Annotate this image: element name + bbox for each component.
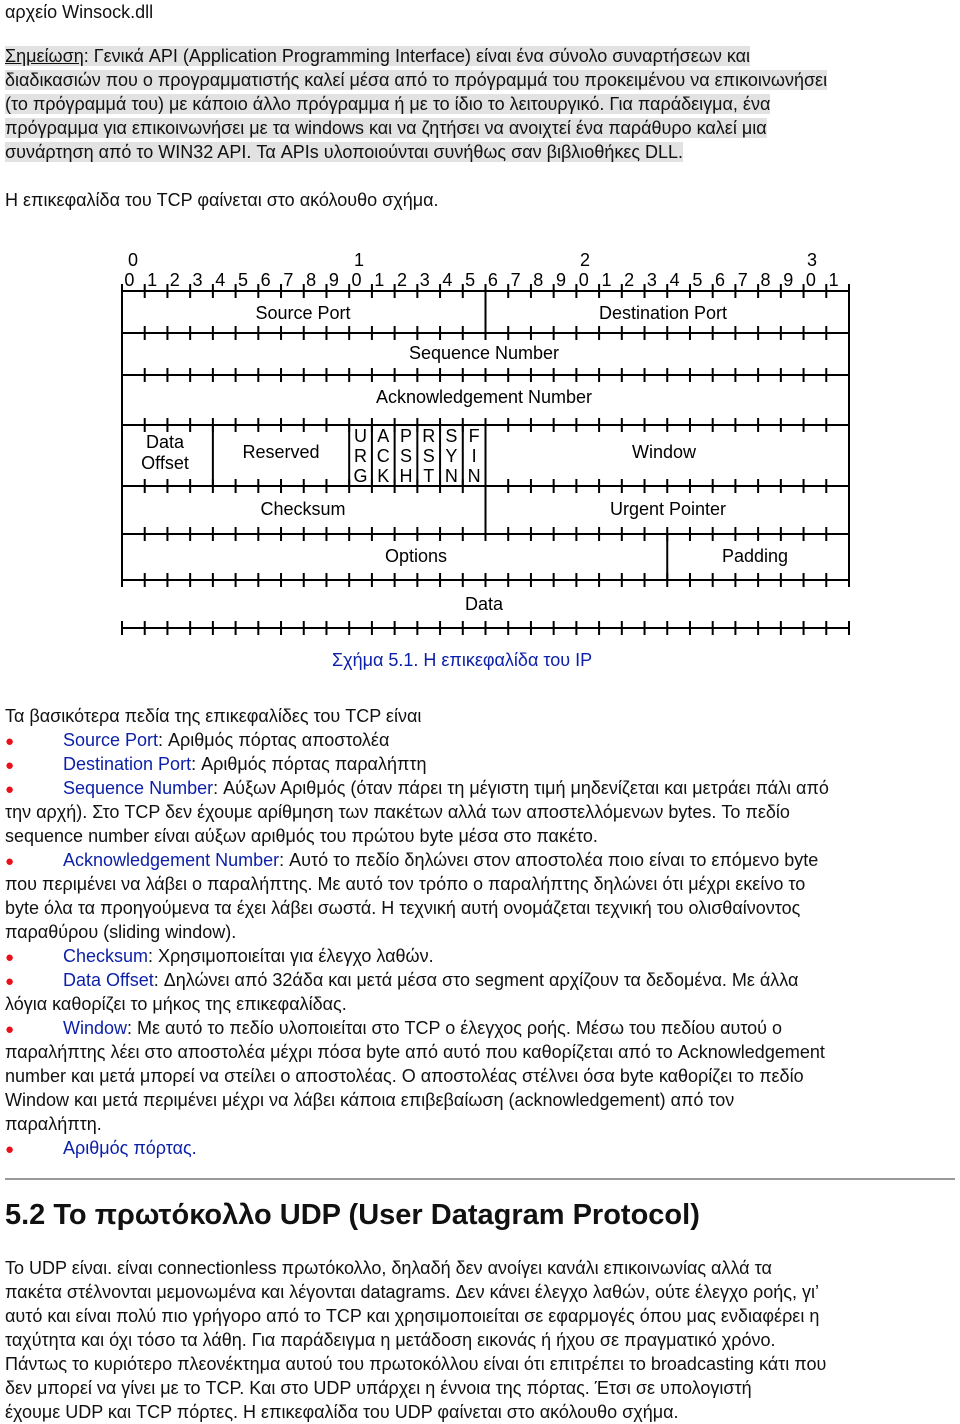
flag-letter: Y — [445, 446, 458, 466]
note-text-2: διαδικασιών που ο προγραμματιστής καλεί μέσα από το πρόγραμμά του προκειμένου να επικοινωνήσει — [5, 70, 828, 90]
flag-letter: A — [377, 426, 390, 446]
term-ack: Acknowledgement Number — [63, 850, 280, 870]
bit-unit-label: 2 — [624, 270, 635, 290]
bullet-dot-icon: ● — [5, 781, 15, 798]
bit-unit-label: 4 — [215, 270, 226, 290]
field-source-port: Source Port — [255, 303, 351, 323]
note-line-3 — [5, 92, 770, 116]
ack-cont-1: που περιμένει να λάβει ο παραλήπτης. Με αυτό τον τρόπο ο παραλήπτης δηλώνει ότι μέχρι εκείνο το — [5, 874, 806, 894]
bullet-dot-icon: ● — [5, 853, 15, 870]
bit-unit-label: 7 — [510, 270, 521, 290]
field-padding: Padding — [721, 546, 789, 566]
figure-caption: Σχήμα 5.1. Η επικεφαλίδα του IP — [332, 650, 593, 670]
desc-ack: : Αυτό το πεδίο δηλώνει στον αποστολέα ποιο είναι το επόμενο byte — [279, 850, 819, 870]
flag-letter: N — [467, 466, 481, 486]
bit-unit-label: 5 — [237, 270, 248, 290]
udp-line-1: Το UDP είναι. είναι connectionless πρωτόκολλο, δηλαδή δεν ανοίγει κανάλι επικοινωνίας αλλά τα — [5, 1258, 772, 1278]
header-line: αρχείο Winsock.dll — [5, 2, 154, 22]
term-data-offset: Data Offset — [63, 970, 154, 990]
note-text-3: (το πρόγραμμά του) με κάποιο άλλο πρόγραμμα ή με το ίδιο το λειτουργικό. Για παράδειγμα, ένα — [5, 94, 771, 114]
bit-unit-label: 1 — [601, 270, 612, 290]
field-acknowledgement-number: Acknowledgement Number — [375, 387, 593, 407]
udp-line-7: έχουμε UDP και TCP πόρτες. Η επικεφαλίδα του UDP φαίνεται στο ακόλουθο σχήμα. — [5, 1402, 679, 1422]
bullet-data-offset — [5, 968, 798, 994]
bit-unit-label: 6 — [715, 270, 726, 290]
bit-unit-label: 9 — [783, 270, 794, 290]
bit-unit-label: 0 — [578, 270, 589, 290]
field-destination-port: Destination Port — [598, 303, 728, 323]
bullet-dot-icon: ● — [5, 973, 15, 990]
flag-letter: T — [423, 466, 435, 486]
note-line-2 — [5, 68, 827, 92]
term-sequence: Sequence Number — [63, 778, 214, 798]
note-text-4: πρόγραμμα για επικοινωνήσει με τα windows και να ζητήσει να ανοιχτεί ένα παράθυρο καλεί μια — [5, 118, 767, 138]
flag-letter: I — [471, 446, 477, 466]
field-urgent-pointer: Urgent Pointer — [609, 499, 727, 519]
term-source-port: Source Port — [63, 730, 159, 750]
bit-unit-label: 6 — [260, 270, 271, 290]
field-sequence-number: Sequence Number — [408, 343, 560, 363]
note-text-5: συνάρτηση από το WIN32 API. Τα APIs υλοποιούνται συνήθως σαν βιβλιοθήκες DLL. — [5, 142, 684, 162]
bit-unit-label: 8 — [760, 270, 771, 290]
bit-unit-label: 1 — [374, 270, 385, 290]
udp-line-3: αυτό και είναι πολύ πιο γρήγορο από το TCP και χρησιμοποιείται σε εφαρμογές όπου μας ενδιαφέρει η — [5, 1306, 820, 1326]
bit-unit-label: 4 — [669, 270, 680, 290]
window-cont-2: number και μετά μπορεί να στείλει ο αποστολέας. Ο αποστολέας στέλνει όσα byte καθορίζει το πεδίο — [5, 1066, 804, 1086]
bit-unit-label: 0 — [351, 270, 362, 290]
term-port-number: Αριθμός πόρτας. — [63, 1138, 197, 1158]
bit-unit-label: 7 — [737, 270, 748, 290]
bit-tens-1: 1 — [353, 250, 365, 270]
field-checksum: Checksum — [260, 499, 346, 519]
field-data: Data — [464, 594, 504, 614]
bullet-source-port — [5, 728, 389, 754]
bullet-port-number — [5, 1136, 197, 1162]
bit-unit-label: 4 — [442, 270, 453, 290]
field-data-offset-line2: Offset — [141, 453, 189, 473]
window-cont-4: παραλήπτη. — [5, 1114, 102, 1134]
flag-letter: S — [399, 446, 412, 466]
flag-letter: K — [377, 466, 390, 486]
bit-unit-label: 6 — [487, 270, 498, 290]
term-checksum: Checksum — [63, 946, 149, 966]
bullet-dot-icon: ● — [5, 757, 15, 774]
flag-letter: P — [399, 426, 412, 446]
field-window: Window — [631, 442, 697, 462]
bit-unit-label: 1 — [147, 270, 158, 290]
bit-unit-label: 5 — [692, 270, 703, 290]
section-heading: 5.2 Το πρωτόκολλο UDP (User Datagram Protocol) — [5, 1199, 700, 1231]
udp-line-2: πακέτα στέλνονται μεμονωμένα και λέγονται datagrams. Δεν κάνει έλεγχο λαθών, ούτε έλεγχο ροής, γι’ — [5, 1282, 819, 1302]
desc-data-offset: : Δηλώνει από 32άδα και μετά μέσα στο segment αρχίζουν τα δεδομένα. Με άλλα — [153, 970, 799, 990]
flag-letter: R — [422, 426, 436, 446]
section-divider — [5, 1178, 955, 1180]
bullet-window — [5, 1016, 782, 1042]
bit-unit-label: 9 — [556, 270, 567, 290]
sequence-cont-2: sequence number είναι αύξων αριθμός του πρώτου byte μέσα στο πακέτο. — [5, 826, 598, 846]
flag-letter: U — [354, 426, 368, 446]
flag-letter: C — [376, 446, 390, 466]
field-options: Options — [384, 546, 448, 566]
term-window: Window — [63, 1018, 128, 1038]
flag-letter: S — [445, 426, 458, 446]
bullet-dot-icon: ● — [5, 1021, 15, 1038]
udp-line-6: δεν μπορεί να γίνει με το TCP. Και στο UDP υπάρχει η έννοια της πόρτας. Έτσι σε υπολογιστή — [5, 1378, 752, 1398]
bit-tens-3: 3 — [806, 250, 818, 270]
bit-unit-label: 8 — [533, 270, 544, 290]
flag-letter: G — [353, 466, 368, 486]
field-data-offset-line1: Data — [145, 432, 185, 452]
bullet-sequence — [5, 776, 829, 802]
desc-source-port: : Αριθμός πόρτας αποστολέα — [158, 730, 390, 750]
note-line-1 — [5, 44, 750, 68]
ack-cont-3: παραθύρου (sliding window). — [5, 922, 237, 942]
note-line-5 — [5, 140, 683, 164]
bit-unit-label: 9 — [328, 270, 339, 290]
bit-unit-label: 3 — [192, 270, 203, 290]
bit-unit-label: 3 — [646, 270, 657, 290]
intro-paragraph: Η επικεφαλίδα του TCP φαίνεται στο ακόλουθο σχήμα. — [5, 190, 439, 210]
window-cont-1: παραλήπτης λέει στο αποστολέα μέχρι πόσα byte από αυτό που καθορίζεται από το Acknowledgement — [5, 1042, 825, 1062]
flag-letter: F — [468, 426, 480, 446]
bit-unit-label: 2 — [169, 270, 180, 290]
window-cont-3: Window και μετά περιμένει μέχρι να λάβει κάποια επιβεβαίωση (acknowledgement) από τον — [5, 1090, 735, 1110]
field-reserved: Reserved — [242, 442, 320, 462]
note-text-1: : Γενικά API (Application Programming Interface) είναι ένα σύνολο συναρτήσεων και — [83, 46, 751, 66]
bullet-dot-icon: ● — [5, 733, 15, 750]
note-label: Σημείωση — [5, 46, 84, 66]
flag-letter: R — [354, 446, 368, 466]
udp-line-4: ταχύτητα και όχι τόσο τα λάθη. Για παράδειγμα η μετάδοση εικονάς ή ήχου σε πραγματικό χρόνο. — [5, 1330, 776, 1350]
bullet-dot-icon: ● — [5, 949, 15, 966]
bit-tens-2: 2 — [579, 250, 591, 270]
data-offset-cont-1: λόγια καθορίζει το μήκος της επικεφαλίδας. — [5, 994, 347, 1014]
bit-unit-label: 5 — [465, 270, 476, 290]
flag-letter: H — [399, 466, 413, 486]
ack-cont-2: byte όλα τα προηγούμενα τα έχει λάβει σωστά. Η τεχνική αυτή ονομάζεται τεχνική του ολισθαίνοντος — [5, 898, 801, 918]
bullet-ack — [5, 848, 818, 874]
flag-letter: S — [422, 446, 435, 466]
note-line-4 — [5, 116, 767, 140]
bit-tens-0: 0 — [127, 250, 139, 270]
desc-sequence: : Αύξων Αριθμός (όταν πάρει τη μέγιστη τιμή μηδενίζεται και μετράει πάλι από — [213, 778, 829, 798]
bit-unit-label: 3 — [419, 270, 430, 290]
desc-window: : Με αυτό το πεδίο υλοποιείται στο TCP ο έλεγχος ροής. Μέσω του πεδίου αυτού ο — [127, 1018, 783, 1038]
tcp-header-diagram — [118, 244, 853, 636]
udp-line-5: Πάντως το κυριότερο πλεονέκτημα αυτού του πρωτοκόλλου είναι ότι επιτρέπει το broadcasting κάτι που — [5, 1354, 827, 1374]
bit-unit-label: 0 — [124, 270, 135, 290]
desc-checksum: : Χρησιμοποιείται για έλεγχο λαθών. — [148, 946, 434, 966]
term-destination-port: Destination Port — [63, 754, 192, 774]
flag-letter: N — [444, 466, 458, 486]
bit-unit-label: 0 — [805, 270, 816, 290]
sequence-cont-1: την αρχή). Στο TCP δεν έχουμε αρίθμηση των πακέτων αλλά των αποστελλόμενων bytes. Το πεδίο — [5, 802, 790, 822]
bit-unit-label: 7 — [283, 270, 294, 290]
bullet-destination-port — [5, 752, 427, 778]
desc-destination-port: : Αριθμός πόρτας παραλήπτη — [191, 754, 427, 774]
bit-unit-label: 8 — [306, 270, 317, 290]
bullet-checksum — [5, 944, 434, 970]
bit-unit-label: 2 — [396, 270, 407, 290]
fields-intro: Τα βασικότερα πεδία της επικεφαλίδες του TCP είναι — [5, 706, 422, 726]
bit-unit-label: 1 — [828, 270, 839, 290]
bullet-dot-icon: ● — [5, 1141, 15, 1158]
